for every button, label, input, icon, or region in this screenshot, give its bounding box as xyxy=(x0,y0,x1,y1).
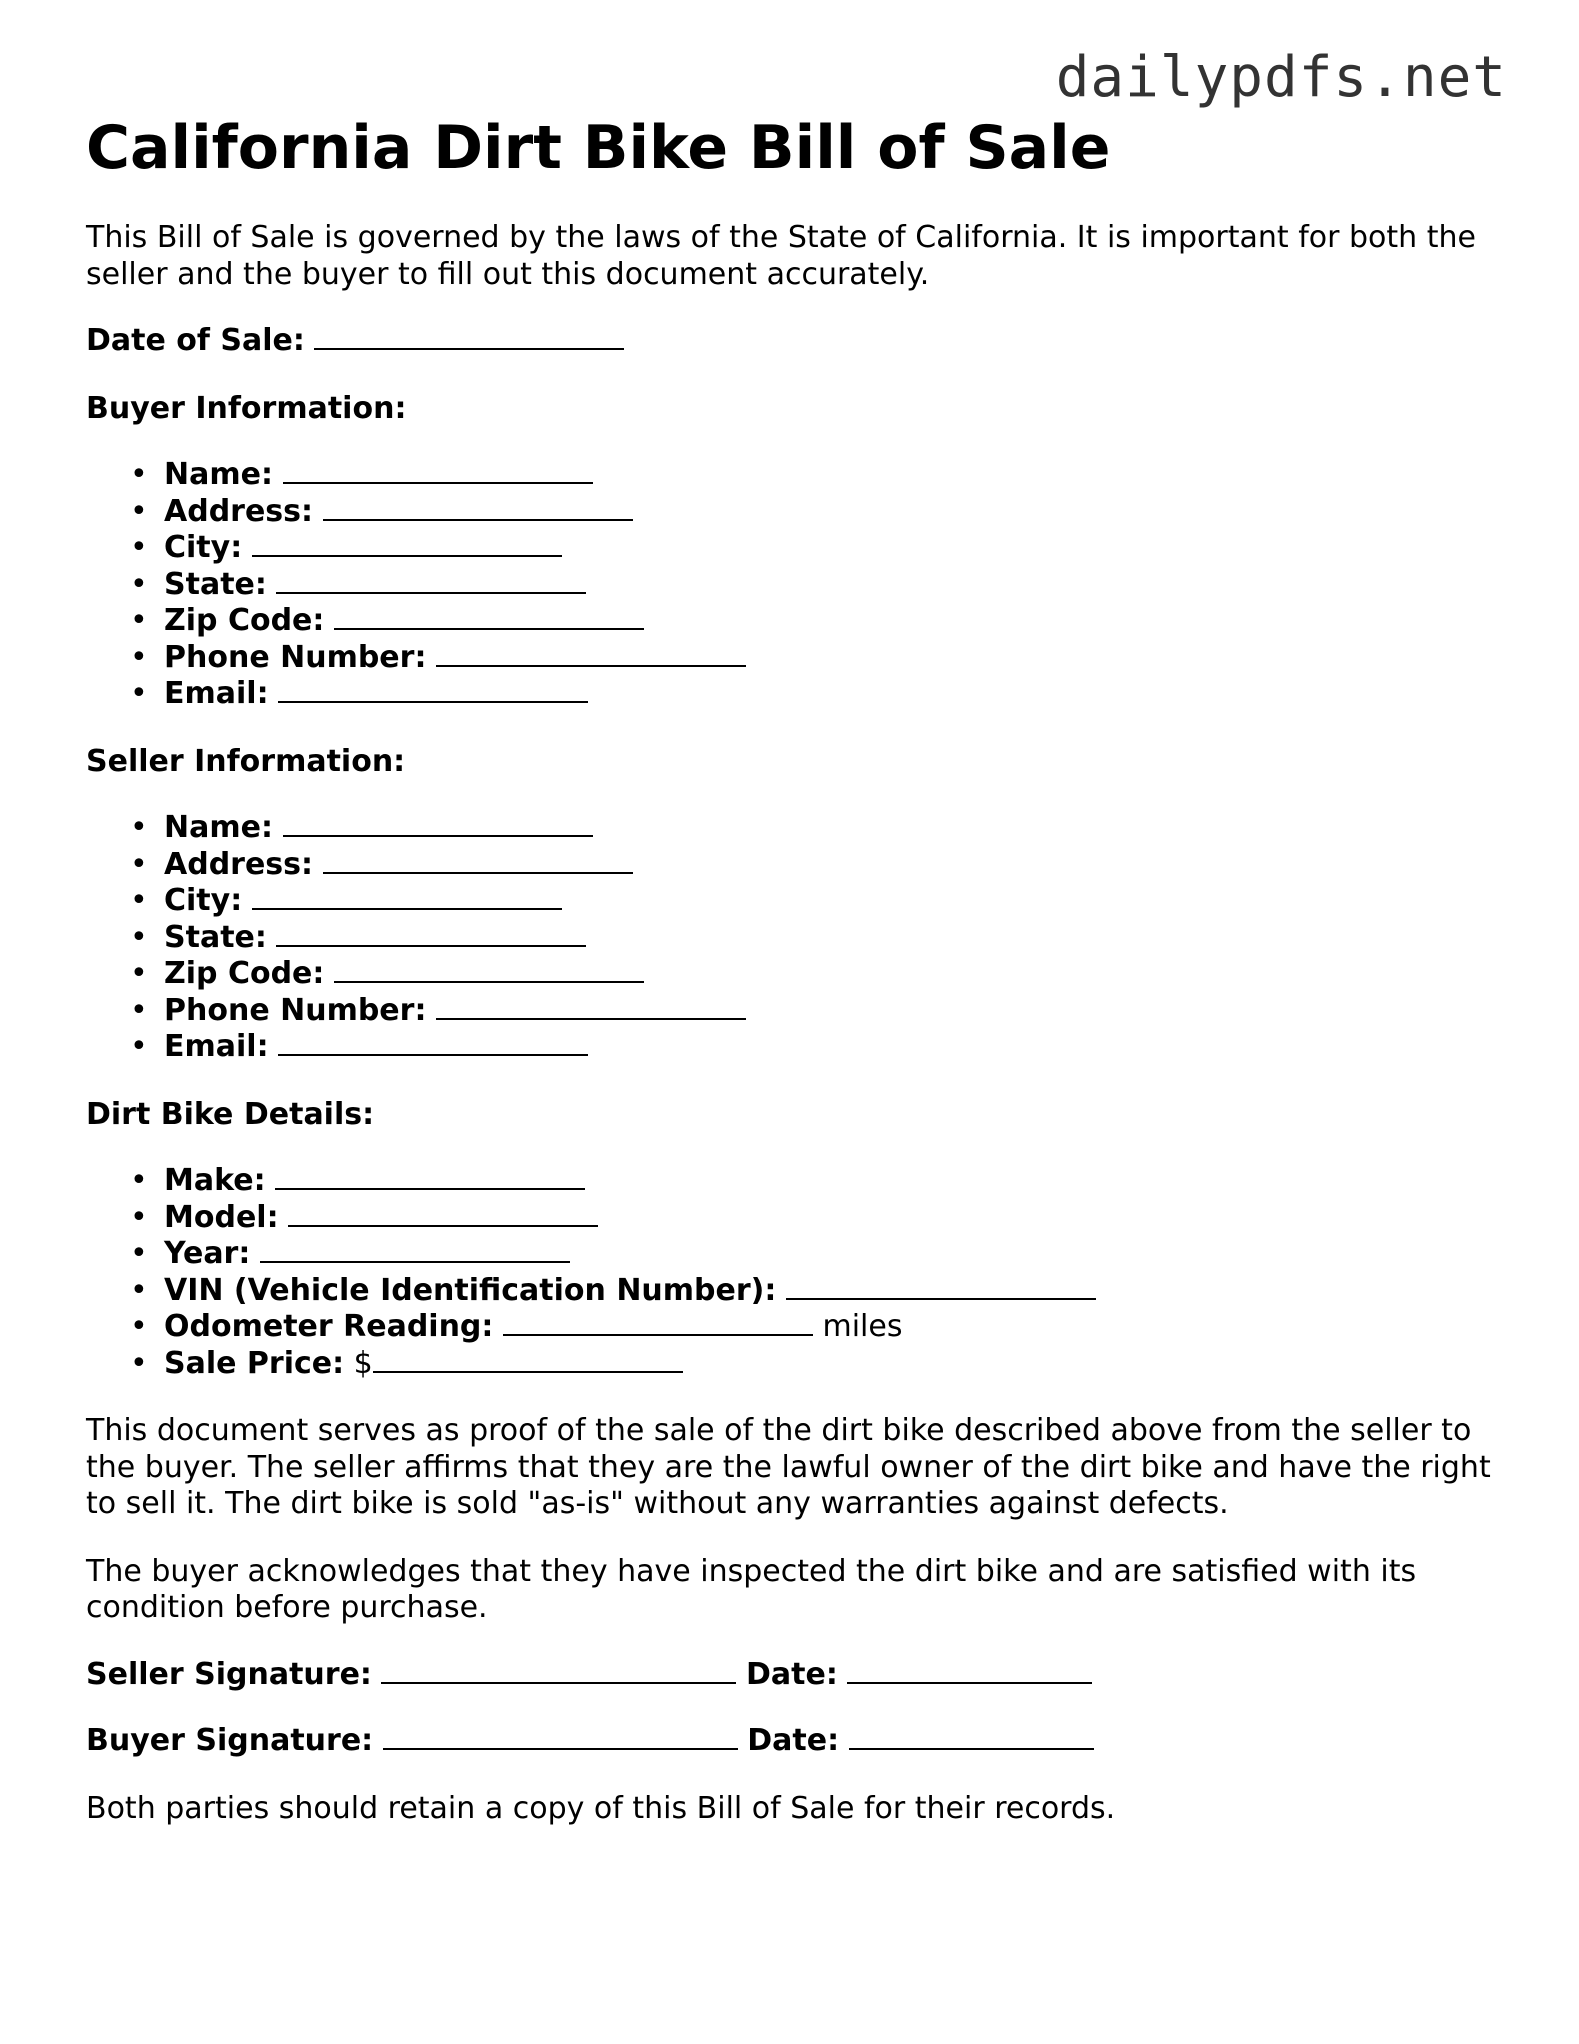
watermark-text: dailypdfs.net xyxy=(1055,45,1507,110)
bike-odometer-blank[interactable] xyxy=(503,1314,813,1336)
seller-city-item xyxy=(130,883,1506,920)
bike-price-blank[interactable] xyxy=(373,1351,683,1373)
buyer-email-label: Email: xyxy=(164,676,269,711)
buyer-date-blank[interactable] xyxy=(849,1728,1094,1750)
buyer-zip-label: Zip Code: xyxy=(164,603,325,638)
bullet-icon: • xyxy=(130,1199,148,1235)
bike-model-label: Model: xyxy=(164,1199,279,1235)
bullet-icon: • xyxy=(130,1345,148,1381)
bike-model-item xyxy=(130,1199,1506,1237)
bike-price-label: Sale Price: xyxy=(164,1345,345,1381)
seller-state-item xyxy=(130,919,1506,957)
bullet-icon: • xyxy=(130,992,148,1028)
seller-state-blank[interactable] xyxy=(276,925,586,947)
buyer-acknowledgement-paragraph: The buyer acknowledges that they have inspected the dirt bike and are satisfied with its condition before purchase. xyxy=(86,1553,1417,1625)
buyer-signature-blank[interactable] xyxy=(383,1728,738,1750)
bullet-icon: • xyxy=(130,603,148,638)
bike-year-blank[interactable] xyxy=(260,1241,570,1263)
bullet-icon: • xyxy=(130,883,148,918)
bullet-icon: • xyxy=(130,956,148,991)
seller-name-label: Name: xyxy=(164,810,273,845)
closing-paragraph: Both parties should retain a copy of this Bill of Sale for their records. xyxy=(86,1790,1116,1826)
bullet-icon: • xyxy=(130,639,148,675)
bullet-icon: • xyxy=(130,1029,148,1064)
document-page xyxy=(86,112,1506,1827)
buyer-name-label: Name: xyxy=(164,457,273,492)
seller-address-label: Address: xyxy=(164,846,314,882)
date-of-sale-field xyxy=(86,323,1506,360)
bullet-icon: • xyxy=(130,919,148,955)
buyer-email-blank[interactable] xyxy=(278,681,588,703)
seller-state-label: State: xyxy=(164,919,267,955)
date-of-sale-label: Date of Sale: xyxy=(86,323,305,358)
seller-zip-label: Zip Code: xyxy=(164,956,325,991)
seller-city-label: City: xyxy=(164,883,243,918)
seller-signature-label: Seller Signature: xyxy=(86,1656,372,1692)
buyer-city-blank[interactable] xyxy=(252,535,562,557)
bullet-icon: • xyxy=(130,846,148,882)
bike-vin-blank[interactable] xyxy=(786,1278,1096,1300)
bullet-icon: • xyxy=(130,566,148,602)
buyer-address-label: Address: xyxy=(164,493,314,529)
bike-vin-item xyxy=(130,1272,1506,1310)
seller-email-label: Email: xyxy=(164,1029,269,1064)
seller-city-blank[interactable] xyxy=(252,888,562,910)
buyer-name-item xyxy=(130,457,1506,494)
seller-phone-blank[interactable] xyxy=(436,998,746,1020)
seller-name-item xyxy=(130,810,1506,847)
buyer-zip-blank[interactable] xyxy=(334,608,644,630)
buyer-phone-label: Phone Number: xyxy=(164,639,427,675)
bike-vin-label: VIN (Vehicle Identification Number): xyxy=(164,1272,777,1308)
date-of-sale-blank[interactable] xyxy=(314,328,624,350)
seller-email-blank[interactable] xyxy=(278,1034,588,1056)
buyer-signature-line xyxy=(86,1723,1506,1760)
buyer-info-list xyxy=(86,457,1506,713)
seller-info-heading: Seller Information: xyxy=(86,743,406,779)
bike-details-heading: Dirt Bike Details: xyxy=(86,1096,375,1132)
bullet-icon: • xyxy=(130,810,148,845)
bullet-icon: • xyxy=(130,1309,148,1344)
seller-zip-blank[interactable] xyxy=(334,961,644,983)
bullet-icon: • xyxy=(130,1236,148,1271)
seller-date-blank[interactable] xyxy=(847,1662,1092,1684)
seller-name-blank[interactable] xyxy=(283,815,593,837)
bike-odometer-item xyxy=(130,1309,1506,1346)
buyer-address-blank[interactable] xyxy=(323,499,633,521)
bike-price-item xyxy=(130,1345,1506,1383)
buyer-date-label: Date: xyxy=(747,1723,840,1758)
seller-phone-label: Phone Number: xyxy=(164,992,427,1028)
bullet-icon: • xyxy=(130,1272,148,1308)
proof-of-sale-paragraph: This document serves as proof of the sale of the dirt bike described above from the seller to the buyer. The seller affirms that they are the lawful owner of the dirt bike and have the right to sell it. The dirt bike is sold "as-is" without any warranties against defects. xyxy=(86,1413,1491,1521)
bike-make-item xyxy=(130,1163,1506,1200)
buyer-name-blank[interactable] xyxy=(283,462,593,484)
bike-make-blank[interactable] xyxy=(275,1168,585,1190)
intro-paragraph: This Bill of Sale is governed by the laws of the State of California. It is important for both the seller and the buyer to fill out this document accurately. xyxy=(86,220,1476,292)
seller-info-list xyxy=(86,810,1506,1066)
buyer-info-heading: Buyer Information: xyxy=(86,390,407,426)
buyer-state-label: State: xyxy=(164,566,267,602)
bullet-icon: • xyxy=(130,457,148,492)
seller-date-label: Date: xyxy=(746,1656,838,1692)
seller-address-item xyxy=(130,846,1506,884)
buyer-email-item xyxy=(130,676,1506,713)
bike-details-list xyxy=(86,1163,1506,1382)
seller-signature-line xyxy=(86,1657,1506,1694)
bike-year-item xyxy=(130,1236,1506,1273)
buyer-city-item xyxy=(130,530,1506,567)
seller-email-item xyxy=(130,1029,1506,1066)
buyer-address-item xyxy=(130,493,1506,531)
bike-make-label: Make: xyxy=(164,1163,266,1198)
bullet-icon: • xyxy=(130,676,148,711)
bullet-icon: • xyxy=(130,493,148,529)
buyer-phone-blank[interactable] xyxy=(436,645,746,667)
currency-symbol: $ xyxy=(353,1345,373,1381)
bullet-icon: • xyxy=(130,530,148,565)
buyer-signature-label: Buyer Signature: xyxy=(86,1723,374,1758)
bike-odometer-label: Odometer Reading: xyxy=(164,1309,494,1344)
bullet-icon: • xyxy=(130,1163,148,1198)
buyer-state-blank[interactable] xyxy=(276,572,586,594)
odometer-unit: miles xyxy=(822,1309,903,1344)
document-title: California Dirt Bike Bill of Sale xyxy=(86,113,1111,183)
buyer-state-item xyxy=(130,566,1506,604)
seller-address-blank[interactable] xyxy=(323,852,633,874)
seller-zip-item xyxy=(130,956,1506,993)
seller-phone-item xyxy=(130,992,1506,1030)
seller-signature-blank[interactable] xyxy=(381,1662,736,1684)
buyer-zip-item xyxy=(130,603,1506,640)
buyer-city-label: City: xyxy=(164,530,243,565)
bike-year-label: Year: xyxy=(164,1236,251,1271)
bike-model-blank[interactable] xyxy=(288,1205,598,1227)
buyer-phone-item xyxy=(130,639,1506,677)
